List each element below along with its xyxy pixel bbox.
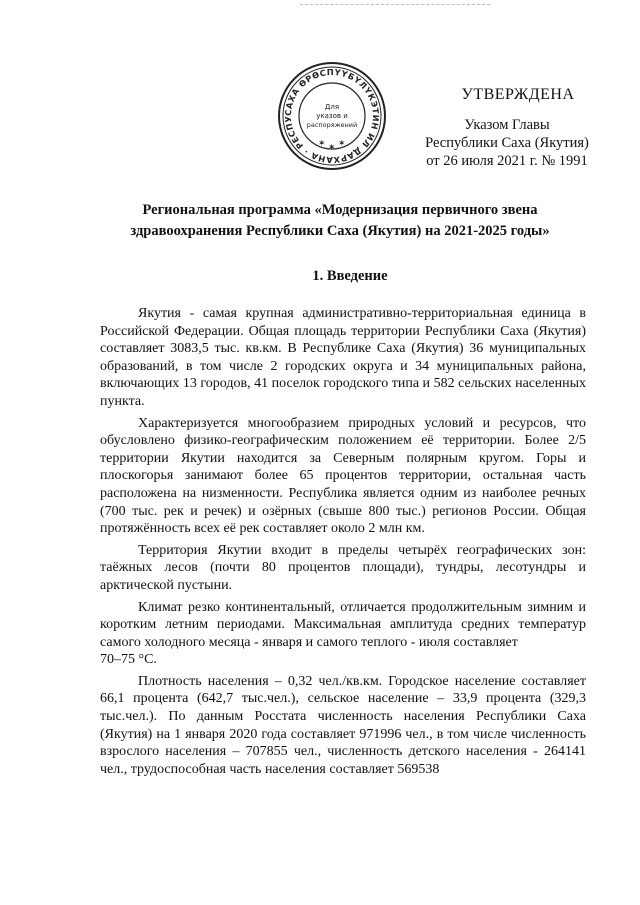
seal-star-icon: ✶ <box>318 138 326 148</box>
seal-ring-text: САХА ӨРӨСПҮҮБҮЛҮКЭТИН ИЛ ДАРХАНА · РЕСПУ <box>282 66 382 166</box>
document-body <box>100 305 586 778</box>
seal-center-line-3: распоряжений <box>306 121 358 129</box>
approval-date: от 26 июля 2021 г. № 1991 <box>426 153 588 169</box>
paragraph: Якутия - самая крупная административно-территориальная единица в Российской Федерации. Общая площадь территории Республики Саха (Якутия) составляет 3083,5 тыс. кв.км. В Республике Саха (Якутия) 36 муниципальных образований, в том числе 2 городских округа и 34 муниципальных района, включающих 13 городов, 41 поселок городского типа и 582 сельских населенных пункта. <box>100 306 586 409</box>
paragraph: Территория Якутии входит в пределы четырёх географических зон: таёжных лесов (почти 80 процентов площади), тундры, лесотундры и арктической пустыни. <box>100 542 586 593</box>
title-line-2: здравоохранения Республики Саха (Якутия) на 2021-2025 годы» <box>130 223 550 239</box>
seal-star-icon: ✶ <box>338 138 346 148</box>
document-title <box>110 200 570 242</box>
paragraph: Климат резко континентальный, отличается продолжительным зимним и коротким летним периодами. Максимальная амплитуда средних температур самого холодного месяца - января и самого теплого - июля составляет <box>100 599 586 650</box>
paragraph: Плотность населения – 0,32 чел./кв.км. Городское население составляет 66,1 процента (642,7 тыс.чел.), сельское население – 33,9 процента (329,3 тыс.чел.). По данным Росстата численность населения Республики Саха (Якутия) на 1 января 2020 года составляет 971996 чел., в том числе численность взрослого населения – 707855 чел., численность детского населения - 264141 чел., трудоспособная часть населения составляет 569538 <box>100 673 586 777</box>
title-line-1: Региональная программа «Модернизация первичного звена <box>142 202 538 218</box>
section-heading: 1. Введение <box>312 268 388 284</box>
approval-decree: Указом Главы <box>464 117 550 133</box>
scan-artifact <box>300 4 490 7</box>
seal-star-icon: ✶ <box>328 142 336 152</box>
approval-block <box>372 86 622 170</box>
paragraph: 70–75 °C. <box>100 652 157 668</box>
paragraph: Характеризуется многообразием природных условий и ресурсов, что обусловлено физико-географическим положением её территории. Более 2/5 территории Якутии находится за Северным полярным кругом. Горы и плоскогорья занимают более 65 процентов территории, остальная часть расположена на низменности. Республика является одним из наиболее речных (700 тыс. рек и речек) и озёрных (свыше 800 тыс.) регионов России. Общая протяжённость всех её рек составляет около 2 млн км. <box>100 415 586 537</box>
approval-authority: Республики Саха (Якутия) <box>425 135 589 151</box>
seal-center-line-1: Для <box>324 103 340 111</box>
seal-center-line-2: указов и <box>316 112 348 120</box>
approved-heading: УТВЕРЖДЕНА <box>461 86 575 103</box>
